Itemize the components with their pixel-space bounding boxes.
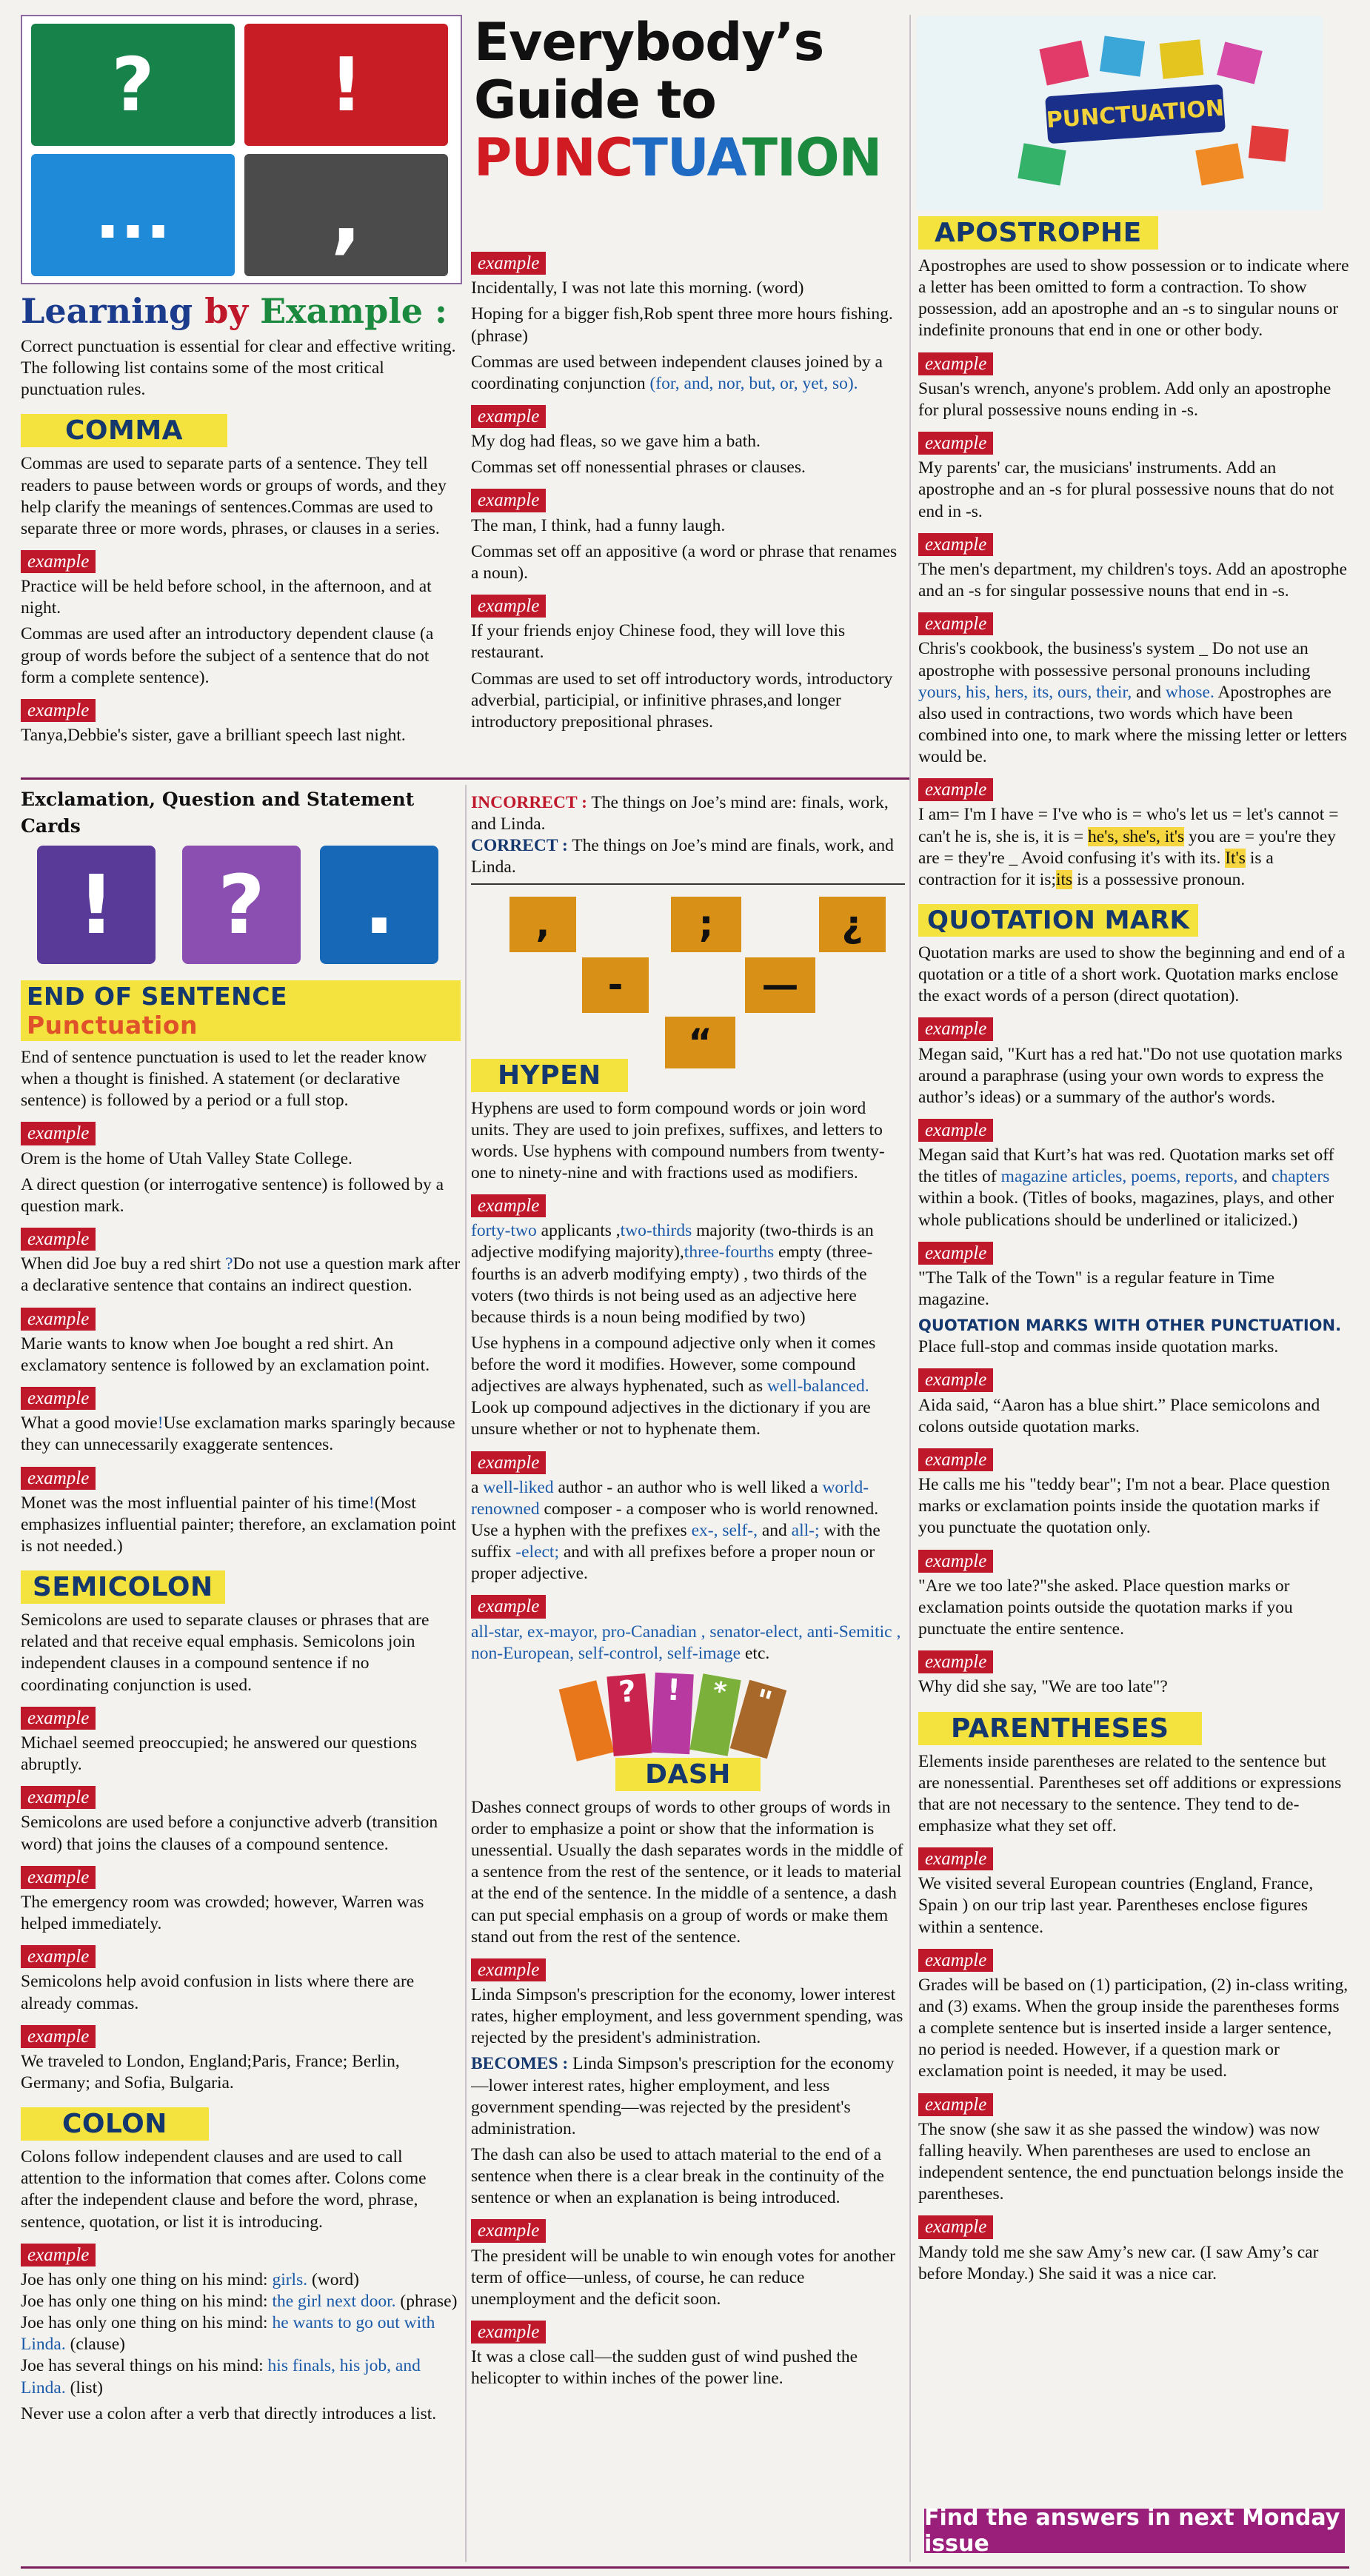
exclamation-tile: ! — [244, 24, 448, 146]
end-of-sentence-heading: END OF SENTENCE Punctuation — [21, 980, 461, 1041]
answers-banner: Find the answers in next Monday issue — [924, 2509, 1345, 2553]
comma2-example-3: The man, I think, had a funny laugh. — [471, 515, 726, 535]
example-label: example — [918, 533, 993, 556]
hyphen-tile: - — [582, 957, 649, 1013]
example-label: example — [21, 2025, 96, 2048]
end-example-2: When did Joe buy a red shirt ?Do not use a question mark after a declarative sentence that contains an indirect question. — [21, 1254, 461, 1296]
comma2-example-4: If your friends enjoy Chinese food, they will love this restaurant. — [471, 621, 846, 663]
learning-intro: Correct punctuation is essential for clear and effective writing. The following list contains some of the most critical punctuation rules. — [21, 337, 456, 400]
quotation-example-7: Why did she say, "We are too late"? — [918, 1677, 1168, 1697]
end-example-4: What a good movie!Use exclamation marks sparingly because they can unnecessarily exaggerate sentences. — [21, 1414, 455, 1455]
comma2-example-2: My dog had fleas, so we gave him a bath. — [471, 432, 761, 452]
comma-text: Commas are used to separate parts of a sentence. They tell readers to pause between words or groups of words, and they help clarify the meanings of sentences.Commas are used to separate three or more words, phrases, or clauses in a series. — [21, 454, 447, 538]
comma2-text-1: Commas are used between independent clauses joined by a coordinating conjunction (for, and, nor, but, or, yet, so). — [471, 352, 883, 393]
title-tion: TION — [742, 127, 882, 188]
dash-tile: — — [745, 957, 815, 1013]
icon-grid — [21, 15, 462, 284]
example-label: example — [918, 1847, 993, 1870]
semicolon-heading: SEMICOLON — [21, 1570, 225, 1604]
hyphen-example-3: all-star, ex-mayor, pro-Canadian , senator-elect, anti-Semitic , non-European, self-control, self-image etc. — [471, 1622, 901, 1663]
col2-lower — [471, 792, 905, 2562]
example-label: example — [21, 1786, 96, 1809]
example-label: example — [21, 1707, 96, 1730]
example-label: example — [21, 550, 96, 573]
dash-example-3: It was a close call—the sudden gust of wind pushed the helicopter to within inches of the power line. — [471, 2347, 858, 2389]
punctuation-badge: PUNCTUATION — [1045, 84, 1226, 144]
hyphen-heading: HYPEN — [471, 1059, 628, 1092]
dash-becomes: BECOMES : Linda Simpson's prescription for the economy—lower interest rates, higher employment, and less government spending—was rejected by the president's administration. — [471, 2054, 895, 2138]
apostrophe-example-1: Susan's wrench, anyone's problem. Add only an apostrophe for plural possessive nouns ending in -s. — [918, 378, 1331, 420]
dash-heading: DASH — [615, 1758, 761, 1791]
example-label: example — [918, 1550, 993, 1573]
comma-tile: , — [509, 897, 576, 952]
example-label: example — [21, 1945, 96, 1968]
quotation-example-2: Megan said that Kurt’s hat was red. Quotation marks set off the titles of magazine articles, poems, reports, and chapters within a book. (Titles of books, magazines, plays, and other whole publications should be underlined or italicized.) — [918, 1145, 1334, 1230]
divider-vertical-2 — [909, 15, 911, 2562]
hyphen-text: Hyphens are used to form compound words or join word units. They are used to join prefixes, suffixes, and letters to words. Use hyphens with compound numbers from twenty-one to ninety-nine and with fractions used as modifiers. — [471, 1098, 885, 1182]
example-label: example — [21, 1467, 96, 1490]
comma-text-2: Commas are used after an introductory dependent clause (a group of words before the subject of a sentence that do not form a complete sentence). — [21, 624, 434, 687]
ellipsis-tile: ... — [31, 154, 235, 276]
comma-tile: , — [244, 154, 448, 276]
example-label: example — [918, 1119, 993, 1142]
comma2-text-4: Commas are used to set off introductory words, introductory adverbial, participial, or infinitive phrases,and longer introductory prepositional phrases. — [471, 669, 893, 732]
colon-example-4: Joe has several things on his mind: his finals, his job, and Linda. (list) — [21, 2356, 421, 2398]
example-label: example — [21, 699, 96, 722]
dash-illustration: ? ! * " — [471, 1669, 905, 1765]
end-example-5: Monet was the most influential painter of his time!(Most emphasizes influential painter; therefore, an exclamation point is not needed.) — [21, 1493, 456, 1556]
quotation-example-5: He calls me his "teddy bear"; I'm not a bear. Place question marks or exclamation points inside the quotation marks if you punctuate the quotation only. — [918, 1475, 1330, 1538]
dash-text: Dashes connect groups of words to other groups of words in order to emphasize a point or show that the information is unessential. Usually the dash separates words in the middle of a sentence from the rest of the sentence, or it leads to material at the end of the sentence. In the middle of a sentence, a dash can put special emphasis on a group of words or make them stand out from the rest of the sentence. — [471, 1797, 903, 1947]
title-line-1: Everybody’s — [474, 12, 824, 73]
example-label: example — [918, 1650, 993, 1673]
comma2-text-2: Commas set off nonessential phrases or clauses. — [471, 458, 806, 478]
colon-example-1: Joe has only one thing on his mind: girls. (word) — [21, 2269, 359, 2289]
punctuation-tiles — [471, 889, 905, 1074]
learning-heading: Learning by Example : — [21, 291, 447, 331]
question-card: ? — [182, 846, 301, 964]
quotation-example-3: "The Talk of the Town" is a regular feature in Time magazine. — [918, 1268, 1275, 1309]
incorrect-example: INCORRECT : The things on Joe’s mind are: finals, work, and Linda. — [471, 793, 889, 834]
example-label: example — [471, 252, 546, 275]
comma-heading: COMMA — [21, 414, 227, 447]
quotation-example-4: Aida said, “Aaron has a blue shirt.” Place semicolons and colons outside quotation marks. — [918, 1395, 1320, 1436]
statement-card: . — [320, 846, 438, 964]
example-label: example — [471, 1194, 546, 1217]
colon-text-2: Never use a colon after a verb that directly introduces a list. — [21, 2403, 437, 2423]
example-label: example — [471, 1451, 546, 1474]
bottom-rule — [21, 2566, 1349, 2569]
example-label: example — [21, 1866, 96, 1889]
end-text-2: A direct question (or interrogative sentence) is followed by a question mark. — [21, 1174, 444, 1216]
quotation-subsection: QUOTATION MARKS WITH OTHER PUNCTUATION. Place full-stop and commas inside quotation marks. — [918, 1317, 1342, 1357]
comma2-text-3: Commas set off an appositive (a word or phrase that renames a noun). — [471, 541, 898, 583]
parentheses-example-3: The snow (she saw it as she passed the window) was now falling heavily. When parentheses are used to enclose an independent sentence, the end punctuation belongs inside the parentheses. — [918, 2119, 1344, 2204]
dash-text-2: The dash can also be used to attach material to the end of a sentence when there is a clear break in the continuity of the sentence or when an explanation is being introduced. — [471, 2144, 884, 2208]
example-label: example — [21, 1387, 96, 1410]
example-label: example — [471, 1958, 546, 1981]
quotation-example-1: Megan said, "Kurt has a red hat."Do not use quotation marks around a paraphrase (using your own words to express the author’s ideas) or a summary of the author's words. — [918, 1044, 1343, 1107]
example-label: example — [471, 595, 546, 618]
semicolon-example-4: Semicolons help avoid confusion in lists where there are already commas. — [21, 1972, 415, 2013]
example-label: example — [21, 1228, 96, 1251]
semicolon-example-1: Michael seemed preoccupied; he answered our questions abruptly. — [21, 1733, 418, 1774]
dash-example-1: Linda Simpson's prescription for the economy, lower interest rates, higher employment, and less government spending, was rejected by the president's administration. — [471, 1985, 903, 2048]
hyphen-text-2: Use hyphens in a compound adjective only when it comes before the word it modifies. However, some compound adjectives are always hyphenated, such as well-balanced. Look up compound adjectives in the dictionary if you are unsure whether or not to hyphenate them. — [471, 1333, 876, 1439]
apostrophe-example-4: Chris's cookbook, the business's system _ Do not use an apostrophe with possessive personal pronouns including yours, his, hers, its, ours, their, and whose. Apostrophes are also used in contractions, two words which have been combined into one, to mark where the missing letter or letters would be. — [918, 639, 1347, 766]
example-label: example — [918, 1242, 993, 1265]
col1-top — [21, 290, 462, 772]
parentheses-heading: PARENTHESES — [918, 1712, 1202, 1745]
hyphen-example-2: a well-liked author - an author who is well liked a world-renowned composer - a composer who is world renowned. Use a hyphen with the prefixes ex-, self-, and all-; with the suffix -elect; and with all prefixes before a proper noun or proper adjective. — [471, 1477, 881, 1584]
comma-example-1: Practice will be held before school, in the afternoon, and at night. — [21, 577, 432, 618]
apostrophe-heading: APOSTROPHE — [918, 216, 1158, 250]
semicolon-example-5: We traveled to London, England;Paris, France; Berlin, Germany; and Sofia, Bulgaria. — [21, 2051, 400, 2092]
colon-example-2: Joe has only one thing on his mind: the girl next door. (phrase) — [21, 2292, 458, 2311]
title-line-2: Guide to — [474, 70, 716, 130]
parentheses-example-4: Mandy told me she saw Amy’s new car. (I saw Amy’s car before Monday.) She said it was a nice car. — [918, 2242, 1319, 2284]
divider-vertical-1 — [465, 785, 467, 2562]
col1-lower — [21, 786, 461, 2563]
comma2-example-1b: Hoping for a bigger fish,Rob spent three more hours fishing. (phrase) — [471, 304, 893, 346]
divider-horizontal — [21, 777, 909, 780]
example-label: example — [471, 2219, 546, 2242]
parentheses-example-2: Grades will be based on (1) participation, (2) in-class writing, and (3) exams. When the group inside the parentheses forms a complete sentence but is inserted inside a larger sentence, no period is needed. However, if a question mark or exclamation point is needed, it may be used. — [918, 1975, 1349, 2081]
hyphen-example-1: forty-two applicants ,two-thirds majority (two-thirds is an adjective modifying majority),three-fourths empty (three-fourths is an adverb modifying empty) , two thirds of the voters (two thirds is not being used as an adjective here because thirds is a noun being modified by two) — [471, 1221, 874, 1327]
semicolon-text: Semicolons are used to separate clauses or phrases that are related and that receive equal emphasis. Semicolons join independent clauses in a compound sentence if no coordinating conjunction is used. — [21, 1610, 430, 1695]
punctuation-illustration — [917, 16, 1323, 210]
quotation-example-6: "Are we too late?"she asked. Place question marks or exclamation points outside the quotation marks if you punctuate the entire sentence. — [918, 1576, 1293, 1639]
example-label: example — [471, 405, 546, 428]
apostrophe-example-5: I am= I'm I have = I've who is = who's let us = let's cannot = can't he is, she is, it is = he's, she's, it's you are = you're they are = they're _ Avoid confusing it's with its. It's is a contraction for it is;its is a possessive pronoun. — [918, 805, 1339, 889]
example-label: example — [918, 432, 993, 455]
semicolon-example-3: The emergency room was crowded; however, Warren was helped immediately. — [21, 1892, 424, 1933]
inverted-question-tile: ¿ — [819, 897, 886, 952]
end-example-1: Orem is the home of Utah Valley State College. — [21, 1148, 352, 1168]
example-label: example — [21, 2244, 96, 2266]
title-block — [474, 13, 918, 187]
example-label: example — [471, 2321, 546, 2344]
example-label: example — [918, 1448, 993, 1471]
col3 — [918, 216, 1349, 2497]
title-punc: PUNC — [474, 127, 633, 188]
apostrophe-example-3: The men's department, my children's toys. Add an apostrophe and an -s for singular possessive nouns that end in -s. — [918, 559, 1347, 600]
colon-text: Colons follow independent clauses and are used to call attention to the information that comes after. Colons come after the independent clause and before the word, phrase, sentence, quotation, or list it is introducing. — [21, 2147, 427, 2232]
exclamation-card: ! — [37, 846, 156, 964]
question-mark-tile: ? — [31, 24, 235, 146]
quote-tile: “ — [665, 1017, 735, 1068]
example-label: example — [918, 2093, 993, 2116]
col2-top — [471, 246, 903, 773]
title-line-3 — [474, 129, 918, 187]
apostrophe-example-2: My parents' car, the musicians' instruments. Add an apostrophe and an -s for plural possessive nouns that do not end in -s. — [918, 458, 1334, 521]
comma2-example-1: Incidentally, I was not late this morning. (word) — [471, 278, 804, 298]
example-label: example — [918, 1949, 993, 1972]
parentheses-example-1: We visited several European countries (England, France, Spain ) on our trip last year. Parentheses enclose figures within a sentence. — [918, 1874, 1314, 1937]
correct-example: CORRECT : The things on Joe’s mind are finals, work, and Linda. — [471, 835, 905, 884]
comma-example-2: Tanya,Debbie's sister, gave a brilliant speech last night. — [21, 726, 406, 745]
example-label: example — [918, 1017, 993, 1040]
example-label: example — [918, 612, 993, 635]
semicolon-tile: ; — [671, 897, 741, 952]
example-label: example — [918, 2215, 993, 2238]
quotation-heading: QUOTATION MARK — [918, 904, 1198, 937]
example-label: example — [21, 1122, 96, 1145]
apostrophe-text: Apostrophes are used to show possession or to indicate where a letter has been omitted to form a contraction. To show possession, add an apostrophe and an -s to singular nouns or indefinite pronouns that end in one or other body. — [918, 256, 1349, 341]
example-label: example — [471, 489, 546, 512]
end-example-3: Marie wants to know when Joe bought a red shirt. An exclamatory sentence is followed by an exclamation point. — [21, 1334, 430, 1375]
example-label: example — [21, 1308, 96, 1331]
example-label: example — [918, 1368, 993, 1391]
example-label: example — [471, 1595, 546, 1618]
colon-example-3: Joe has only one thing on his mind: he wants to go out with Linda. (clause) — [21, 2313, 435, 2355]
cards-title: Exclamation, Question and Statement Cards — [21, 789, 415, 837]
title-tua: TUA — [632, 127, 743, 188]
quotation-text: Quotation marks are used to show the beginning and end of a quotation or a title of a short work. Quotation marks enclose the exact words of a person (direct quotation). — [918, 943, 1346, 1006]
example-label: example — [918, 778, 993, 801]
end-text-1: End of sentence punctuation is used to let the reader know when a thought is finished. A statement (or declarative sentence) is followed by a period or a full stop. — [21, 1048, 427, 1111]
parentheses-text: Elements inside parentheses are related to the sentence but are nonessential. Parentheses set off additions or expressions that are not necessary to the sentence. They tend to de-emphasize what they set off. — [918, 1751, 1342, 1836]
cards-row — [21, 846, 461, 971]
example-label: example — [918, 352, 993, 375]
dash-example-2: The president will be unable to win enough votes for another term of office—unless, of course, he can reduce unemployment and the deficit soon. — [471, 2246, 895, 2309]
semicolon-example-2: Semicolons are used before a conjunctive adverb (transition word) that joins the clauses of a compound sentence. — [21, 1813, 438, 1854]
colon-heading: COLON — [21, 2107, 209, 2141]
